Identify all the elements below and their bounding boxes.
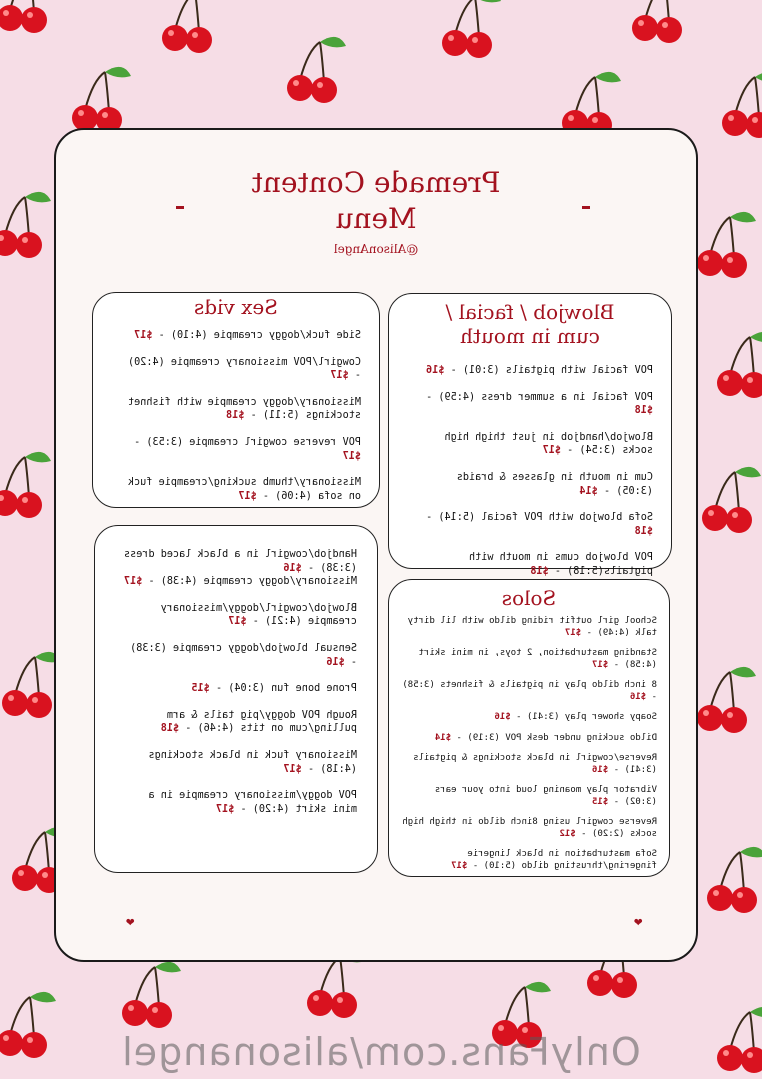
list-item: POV facial in a summer dress (4:59) - $18 [426, 391, 653, 417]
list-item: Cowgirl/POV missionary creampie (4:20) - $17 [127, 356, 361, 382]
list-item: Dildo sucking under desk POV (3:19) - $14 [434, 732, 657, 743]
divider-left [176, 206, 184, 209]
section-more-vids [94, 525, 378, 873]
list-item: POV blowjob cums in mouth with pigtails(5:18) - $18 [468, 552, 653, 577]
menu-card [54, 128, 698, 962]
list-item: Standing masturbation, 2 toys, in mini skirt (4:58) - $17 [418, 648, 657, 670]
section-title: Solos [501, 586, 557, 610]
list-item: Missionary fuck in black stockings (4:18) - $17 [148, 749, 357, 775]
list-item: Blowjob/handjob in just thigh high socks (3:54) - $17 [444, 431, 653, 457]
heart-icon: ❤ [634, 914, 643, 930]
list-item: Prone bone fun (3:04) - $15 [191, 683, 357, 695]
list-item: Reverse/cowgirl in black stockings & pigtails (3:41) - $16 [413, 753, 657, 775]
list-item: Blowjob/cowgirl/doggy/missionary creampie (4:21) - $17 [160, 602, 357, 628]
list-item: Soapy shower play (3:41) - $16 [494, 712, 657, 722]
section-blowjob [388, 293, 672, 577]
section-title-line1: Blowjob / facial / [445, 300, 615, 324]
list-item: Sofa blowjob with POV facial (5:14) - $18 [426, 512, 653, 537]
list-item: Missionary/thumb sucking/creampie fuck on sofa (4:06) - $17 [127, 477, 361, 502]
section-title-line2: cum in mouth [460, 324, 600, 348]
list-item: Reverse cowgirl using 8inch dildo in thigh high socks (2:20) - $12 [402, 817, 657, 839]
menu-title-line1: Premade Content [251, 166, 501, 199]
section-sex-vids [92, 292, 380, 508]
menu-handle: @AlisonAngel [333, 242, 419, 256]
list-item: 8 inch dildo play in pigtails & fishnets (3:58) - $16 [402, 680, 657, 702]
list-item: Missionary/doggy creampie with fishnet stockings (5:11) - $18 [127, 396, 361, 422]
list-item: Vibrator play moaning loud into your ears (3:02) - $15 [434, 785, 657, 807]
list-item: POV reverse cowgirl creampie (3:53) - $17 [134, 436, 361, 462]
list-item: POV doggy/missionary creampie in a mini skirt (4:20) - $17 [148, 790, 357, 815]
list-item: Rough POV doggy/pig tails & arm pulling/cum on tits (4:46) - $18 [160, 709, 357, 735]
section-title: Sex vids [194, 295, 278, 319]
list-item: POV facial with pigtails (3:01) - $16 [426, 365, 653, 376]
list-item: Sofa masturbation in black lingerie fingering/thrusting dildo (5:10) - $17 [451, 849, 657, 871]
watermark: OnlyFans.com/alisonangel [121, 1030, 641, 1074]
heart-icon: ❤ [126, 914, 135, 930]
list-item: Sensual blowjob/doggy creampie (3:38) - $16 [130, 642, 357, 668]
divider-right [582, 206, 590, 209]
list-item: Cum in mouth in glasses & braids (3:05) - $14 [456, 471, 653, 497]
menu-header [56, 130, 696, 270]
list-item: Side fuck/doggy creampie (4:10) - $17 [134, 330, 361, 341]
section-solos [388, 579, 670, 877]
list-item: Handjob/cowgirl in a black laced dress (3:38) - $16 Missionary/doggy creampie (4:38) - $17 [123, 549, 357, 588]
list-item: School girl outfit riding dildo with lil dirty talk (4:49) - $17 [407, 616, 657, 638]
menu-title-line2: Menu [335, 202, 417, 235]
